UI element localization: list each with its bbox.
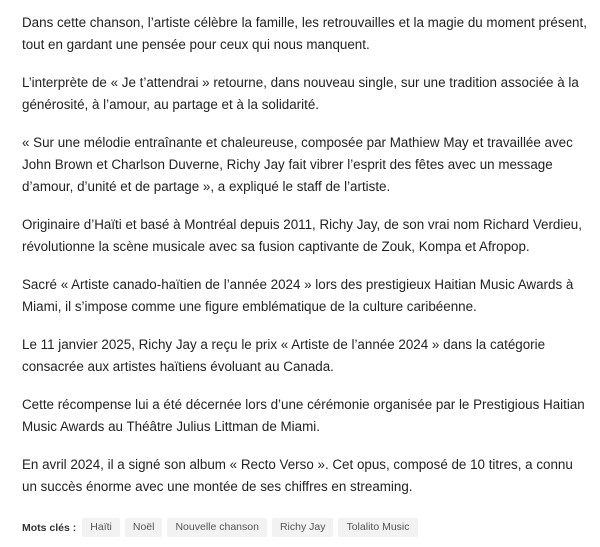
article-body — [22, 12, 588, 537]
tag-richy-jay[interactable]: Richy Jay — [272, 518, 334, 537]
article-paragraph-1: Dans cette chanson, l’artiste célèbre la famille, les retrouvailles et la magie du moment présent, tout en gardant une pensée pour ceux qui nous manquent. — [22, 15, 587, 52]
tag-tolalito-music[interactable]: Tolalito Music — [338, 518, 417, 537]
tag-haiti[interactable]: Haïti — [82, 518, 120, 537]
tag-nouvelle-chanson[interactable]: Nouvelle chanson — [167, 518, 266, 537]
article-paragraph-3: « Sur une mélodie entraînante et chaleureuse, composée par Mathiew May et travaillée avec John Brown et Charlson Duverne, Richy Jay fait vibrer l’esprit des fêtes avec un message d’amour, d’unité et de partage », a expliqué le staff de l’artiste. — [22, 135, 573, 194]
tags-row — [22, 518, 588, 537]
article-paragraph-6: Le 11 janvier 2025, Richy Jay a reçu le prix « Artiste de l’année 2024 » dans la catégorie consacrée aux artistes haïtiens évoluant au Canada. — [22, 337, 546, 374]
article-paragraph-8: En avril 2024, il a signé son album « Recto Verso ». Cet opus, composé de 10 titres, a connu un succès énorme avec une montée de ses chiffres en streaming. — [22, 457, 573, 494]
article-paragraph-7: Cette récompense lui a été décernée lors d’une cérémonie organisée par le Prestigious Haitian Music Awards au Théâtre Julius Littman de Miami. — [22, 397, 585, 434]
tag-noel[interactable]: Noël — [125, 518, 163, 537]
tags-label: Mots clés : — [22, 521, 77, 534]
article-paragraph-4: Originaire d’Haïti et basé à Montréal depuis 2011, Richy Jay, de son vrai nom Richard Verdieu, révolutionne la scène musicale avec sa fusion captivante de Zouk, Kompa et Afropop. — [22, 217, 582, 254]
article-paragraph-2: L’interprète de « Je t’attendrai » retourne, dans nouveau single, sur une tradition associée à la générosité, à l’amour, au partage et à la solidarité. — [22, 75, 579, 112]
article-paragraph-5: Sacré « Artiste canado-haïtien de l’année 2024 » lors des prestigieux Haitian Music Awards à Miami, il s’impose comme une figure emblématique de la culture caribéenne. — [22, 277, 574, 314]
